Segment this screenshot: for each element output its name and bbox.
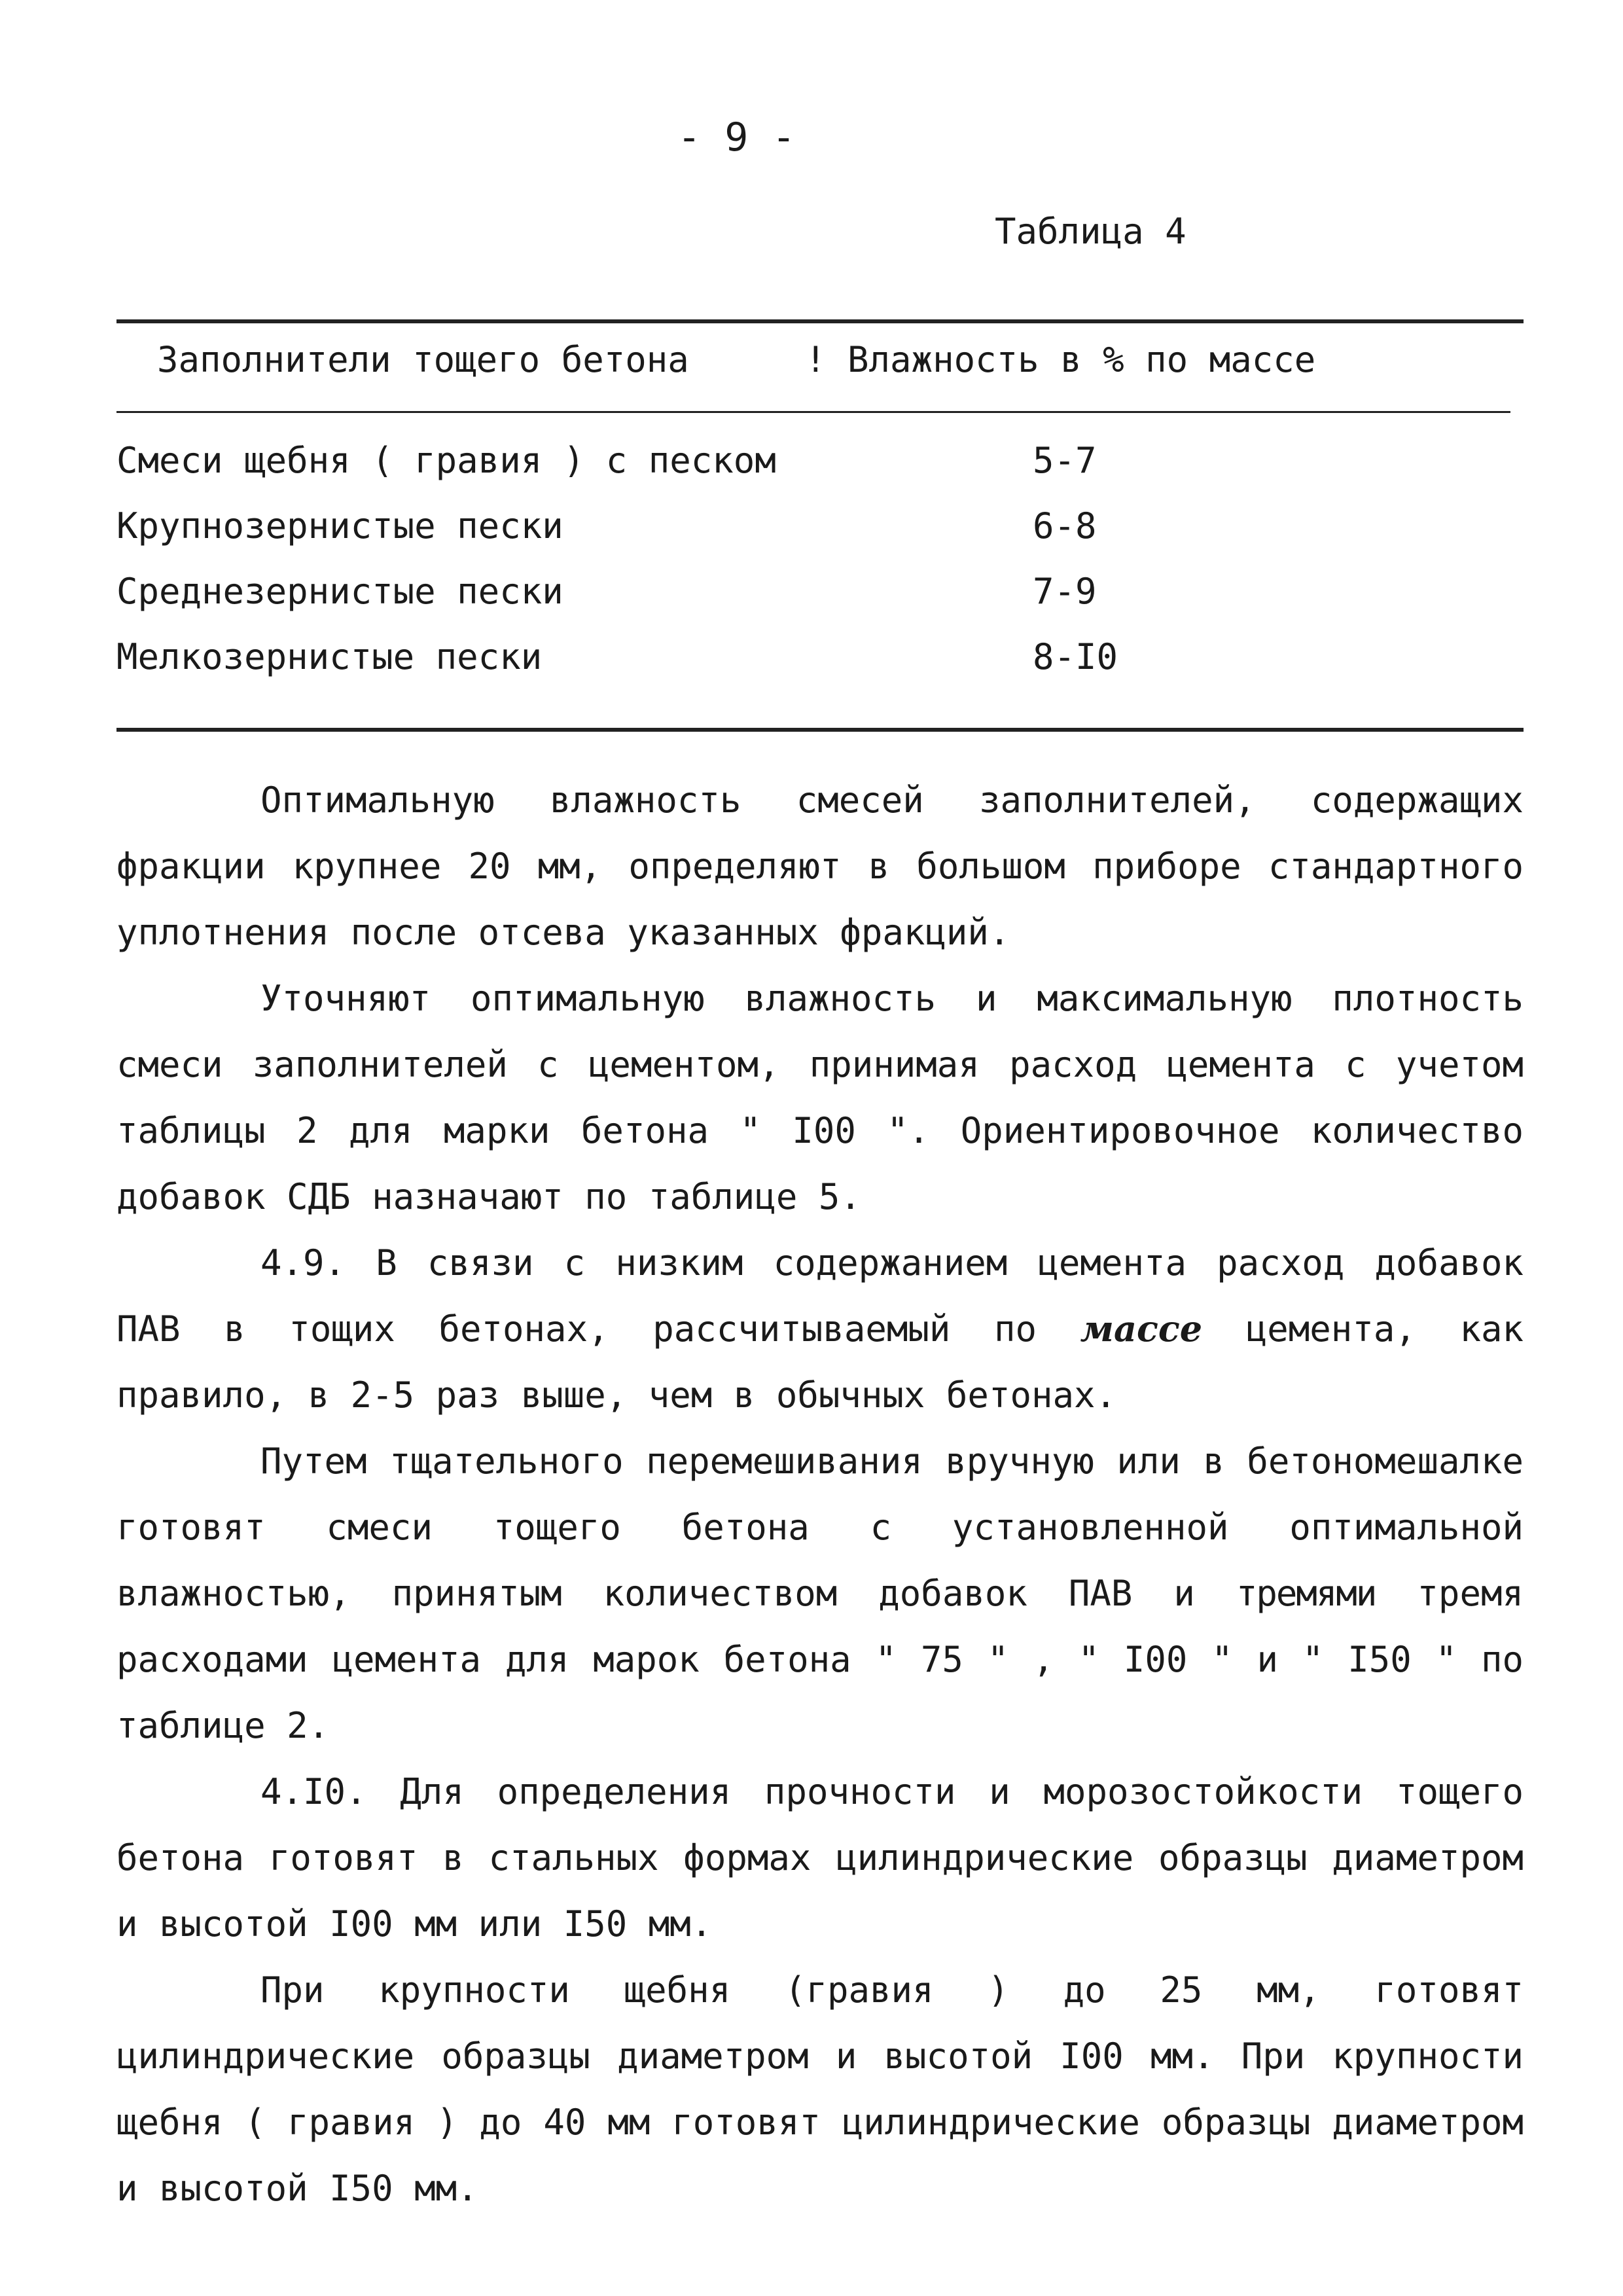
paragraph-text: Путем тщательного перемешивания вручную или в бетономешалке готовят смеси тощего бетона с установленной оптимальной влажностью, принятым количеством добавок ПАВ и — [116, 1441, 1524, 1614]
paragraph-text: 4.9. В связи с низким содержанием цемента расход добавок ПАВ в тощих бетонах, рассчитываемый по — [116, 1242, 1524, 1350]
table-caption: Таблица 4 — [995, 211, 1186, 252]
moisture-cell: 8-I0 — [1033, 636, 1118, 677]
paragraph-text: тремя расходами цемента для марок бетона " 75 " , " I00 " и " I50 " по таблице 2. — [116, 1573, 1524, 1746]
table-header-moisture: ! Влажность в % по массе — [805, 339, 1316, 380]
moisture-cell: 6-8 — [1033, 505, 1097, 547]
paragraph: Оптимальную влажность смесей заполнителей, содержащих фракции крупнее 20 мм, определяют в большом приборе стандартного уплотнения после отсева указанных фракций. — [116, 780, 1524, 953]
body-text — [116, 767, 1524, 2221]
page-number: - 9 - — [677, 115, 796, 160]
table-header-filler: Заполнители тощего бетона — [157, 339, 689, 380]
paragraph: При крупности щебня (гравия ) до 25 мм, готовят цилиндрические образцы диаметром и высотой I00 мм. При крупности щебня ( гравия ) до 40 мм готовят цилиндрические образцы диаметром и высотой I50 мм. — [116, 1969, 1524, 2209]
paragraph: Уточняют оптимальную влажность и максимальную плотность смеси заполнителей с цементом, принимая расход цемента с учетом таблицы 2 для марки бетона " I00 ". Ориентировочное количество добавок СДБ назначают по таблице 5. — [116, 978, 1524, 1217]
moisture-cell: 5-7 — [1033, 440, 1097, 481]
paragraph-4-9 — [116, 1230, 1524, 1428]
paragraph — [116, 1428, 1524, 1759]
filler-cell: Среднезернистые пески — [116, 571, 563, 612]
table-row — [116, 440, 1524, 505]
paragraph-text: цемента, как правило, в 2-5 раз выше, чем в обычных бетонах. — [116, 1308, 1524, 1416]
paragraph-4-10: 4.I0. Для определения прочности и морозостойкости тощего бетона готовят в стальных формах цилиндрические образцы диаметром и высотой I00 мм или I50 мм. — [116, 1771, 1524, 1945]
table-bottom-rule — [116, 728, 1524, 732]
table-row — [116, 571, 1524, 636]
moisture-cell: 7-9 — [1033, 571, 1097, 612]
table-header-rule — [116, 411, 1510, 413]
handwritten-correction: массе — [1080, 1308, 1203, 1350]
filler-cell: Мелкозернистые пески — [116, 636, 543, 677]
filler-cell: Крупнозернистые пески — [116, 505, 563, 547]
filler-cell: Смеси щебня ( гравия ) с песком — [116, 440, 776, 481]
table-row — [116, 505, 1524, 571]
table-top-rule — [116, 319, 1524, 323]
table-row — [116, 636, 1524, 702]
overtyped-word: тремями — [1236, 1573, 1376, 1614]
